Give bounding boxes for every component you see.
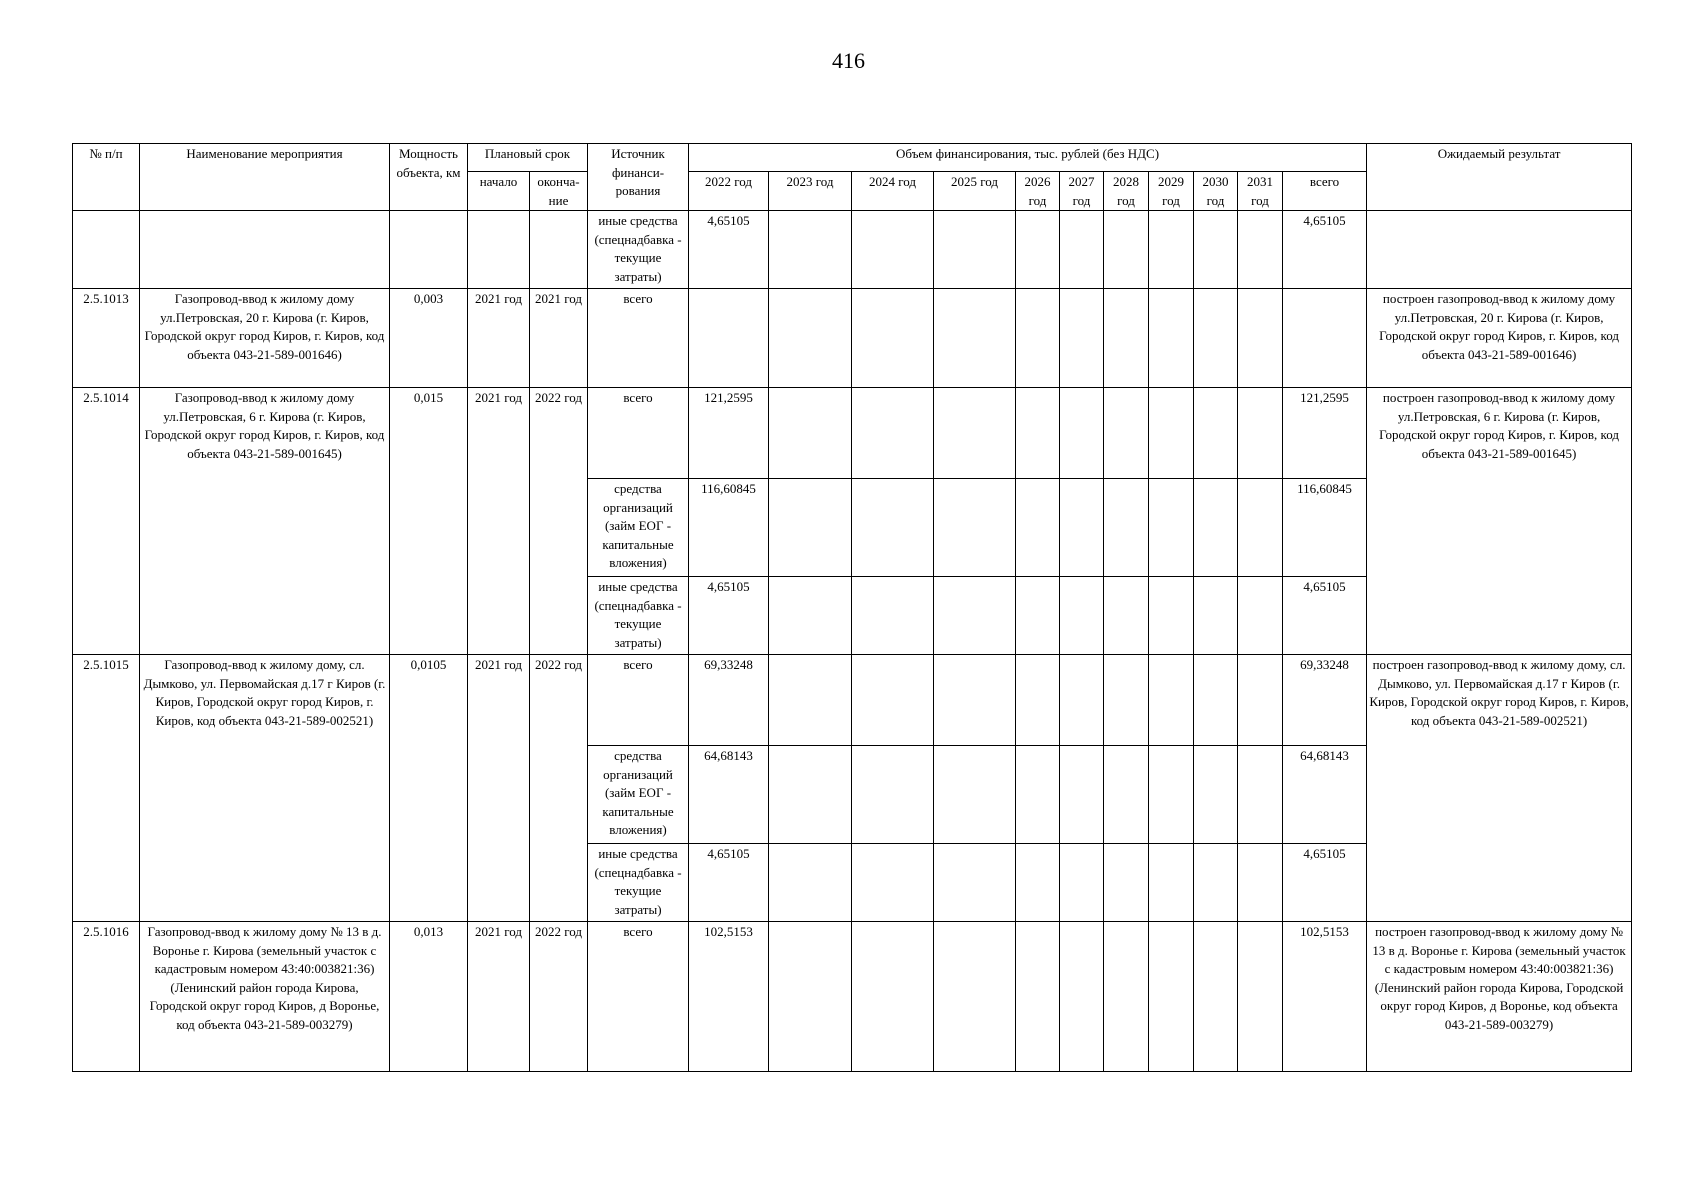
cell-2031 — [1238, 844, 1283, 922]
cell-result: построен газопровод-ввод к жилому дому ул.Петровская, 20 г. Кирова (г. Киров, Городской округ город Киров, г. Киров, код объекта 043-21-589-001646) — [1367, 289, 1632, 388]
cell-2025 — [934, 922, 1016, 1072]
cell-2027 — [1060, 577, 1104, 655]
header-funding: Объем финансирования, тыс. рублей (без НДС) — [689, 144, 1367, 172]
header-year-2024: 2024 год — [852, 172, 934, 211]
cell-2027 — [1060, 211, 1104, 289]
header-start: начало — [468, 172, 530, 211]
cell-2028 — [1104, 844, 1149, 922]
header-year-2027: 2027 год — [1060, 172, 1104, 211]
cell-capacity: 0,003 — [390, 289, 468, 388]
cell-result — [1367, 211, 1632, 289]
cell-source: иные средства (спецнадбавка - текущие затраты) — [588, 844, 689, 922]
cell-2029 — [1149, 479, 1194, 577]
header-year-2022: 2022 год — [689, 172, 769, 211]
cell-2025 — [934, 289, 1016, 388]
header-year-2028: 2028 год — [1104, 172, 1149, 211]
cell-num: 2.5.1015 — [73, 655, 140, 922]
header-end: оконча-ние — [530, 172, 588, 211]
cell-2025 — [934, 746, 1016, 844]
cell-2029 — [1149, 211, 1194, 289]
cell-result: построен газопровод-ввод к жилому дому № 13 в д. Воронье г. Кирова (земельный участок с кадастровым номером 43:40:003821:36) (Ленинский район города Кирова, Городской округ город Киров, д Воронье, код объекта 043-21-589-003279) — [1367, 922, 1632, 1072]
header-year-2026: 2026 год — [1016, 172, 1060, 211]
cell-2024 — [852, 922, 934, 1072]
header-year-2031: 2031 год — [1238, 172, 1283, 211]
cell-num — [73, 211, 140, 289]
cell-2022: 116,60845 — [689, 479, 769, 577]
cell-2022 — [689, 289, 769, 388]
cell-2025 — [934, 655, 1016, 746]
cell-2027 — [1060, 289, 1104, 388]
cell-end: 2021 год — [530, 289, 588, 388]
cell-2030 — [1194, 746, 1238, 844]
cell-2026 — [1016, 211, 1060, 289]
cell-2023 — [769, 844, 852, 922]
header-capacity: Мощность объекта, км — [390, 144, 468, 211]
funding-table — [72, 143, 1632, 1072]
header-year-2030: 2030 год — [1194, 172, 1238, 211]
cell-2024 — [852, 479, 934, 577]
cell-num: 2.5.1014 — [73, 388, 140, 655]
cell-source: всего — [588, 655, 689, 746]
cell-2030 — [1194, 388, 1238, 479]
cell-source: всего — [588, 388, 689, 479]
cell-2027 — [1060, 844, 1104, 922]
cell-2023 — [769, 211, 852, 289]
cell-2026 — [1016, 922, 1060, 1072]
header-plan-term: Плановый срок — [468, 144, 588, 172]
cell-2028 — [1104, 289, 1149, 388]
cell-2030 — [1194, 655, 1238, 746]
cell-2022: 4,65105 — [689, 211, 769, 289]
table-row — [73, 211, 1632, 289]
cell-2028 — [1104, 479, 1149, 577]
cell-total: 121,2595 — [1283, 388, 1367, 479]
cell-2027 — [1060, 655, 1104, 746]
cell-2023 — [769, 922, 852, 1072]
cell-2029 — [1149, 922, 1194, 1072]
cell-capacity: 0,015 — [390, 388, 468, 655]
cell-2030 — [1194, 577, 1238, 655]
cell-total: 4,65105 — [1283, 211, 1367, 289]
cell-2024 — [852, 655, 934, 746]
cell-start: 2021 год — [468, 655, 530, 922]
cell-name: Газопровод-ввод к жилому дому, сл. Дымково, ул. Первомайская д.17 г Киров (г. Киров, Городской округ город Киров, г. Киров, код объекта 043-21-589-002521) — [140, 655, 390, 922]
cell-2027 — [1060, 388, 1104, 479]
cell-2025 — [934, 577, 1016, 655]
cell-end: 2022 год — [530, 655, 588, 922]
cell-2025 — [934, 211, 1016, 289]
cell-2031 — [1238, 388, 1283, 479]
cell-start: 2021 год — [468, 922, 530, 1072]
cell-2031 — [1238, 577, 1283, 655]
cell-2031 — [1238, 746, 1283, 844]
cell-2027 — [1060, 479, 1104, 577]
cell-2030 — [1194, 289, 1238, 388]
cell-start: 2021 год — [468, 289, 530, 388]
cell-total: 69,33248 — [1283, 655, 1367, 746]
cell-source: иные средства (спецнадбавка - текущие затраты) — [588, 211, 689, 289]
cell-2022: 102,5153 — [689, 922, 769, 1072]
header-year-2025: 2025 год — [934, 172, 1016, 211]
header-result: Ожидаемый результат — [1367, 144, 1632, 211]
cell-2026 — [1016, 388, 1060, 479]
cell-2023 — [769, 479, 852, 577]
cell-source: средства организаций (займ ЕОГ - капитальные вложения) — [588, 479, 689, 577]
cell-2028 — [1104, 211, 1149, 289]
cell-2024 — [852, 211, 934, 289]
cell-2031 — [1238, 479, 1283, 577]
cell-2029 — [1149, 289, 1194, 388]
cell-2031 — [1238, 289, 1283, 388]
cell-2030 — [1194, 844, 1238, 922]
header-year-2029: 2029 год — [1149, 172, 1194, 211]
cell-result: построен газопровод-ввод к жилому дому, сл. Дымково, ул. Первомайская д.17 г Киров (г. Киров, Городской округ город Киров, г. Киров, код объекта 043-21-589-002521) — [1367, 655, 1632, 922]
table-row — [73, 289, 1632, 388]
cell-2026 — [1016, 746, 1060, 844]
cell-2022: 69,33248 — [689, 655, 769, 746]
table-row — [73, 922, 1632, 1072]
cell-name: Газопровод-ввод к жилому дому № 13 в д. Воронье г. Кирова (земельный участок с кадастровым номером 43:40:003821:36) (Ленинский район города Кирова, Городской округ город Киров, д Воронье, код объекта 043-21-589-003279) — [140, 922, 390, 1072]
cell-2028 — [1104, 655, 1149, 746]
cell-2030 — [1194, 922, 1238, 1072]
cell-2024 — [852, 388, 934, 479]
cell-2022: 4,65105 — [689, 844, 769, 922]
cell-2026 — [1016, 289, 1060, 388]
cell-2029 — [1149, 655, 1194, 746]
header-source: Источник финанси-рования — [588, 144, 689, 211]
header-year-2023: 2023 год — [769, 172, 852, 211]
cell-total: 4,65105 — [1283, 844, 1367, 922]
cell-2028 — [1104, 746, 1149, 844]
cell-total: 4,65105 — [1283, 577, 1367, 655]
cell-2031 — [1238, 655, 1283, 746]
cell-2023 — [769, 388, 852, 479]
cell-end — [530, 211, 588, 289]
cell-2030 — [1194, 211, 1238, 289]
table-row — [73, 655, 1632, 746]
cell-2026 — [1016, 844, 1060, 922]
cell-2029 — [1149, 844, 1194, 922]
cell-start: 2021 год — [468, 388, 530, 655]
cell-2028 — [1104, 922, 1149, 1072]
cell-total: 116,60845 — [1283, 479, 1367, 577]
cell-num: 2.5.1016 — [73, 922, 140, 1072]
cell-2027 — [1060, 922, 1104, 1072]
cell-2029 — [1149, 388, 1194, 479]
cell-2027 — [1060, 746, 1104, 844]
header-name: Наименование мероприятия — [140, 144, 390, 211]
cell-2026 — [1016, 655, 1060, 746]
cell-2025 — [934, 388, 1016, 479]
cell-capacity: 0,013 — [390, 922, 468, 1072]
cell-2029 — [1149, 746, 1194, 844]
cell-2030 — [1194, 479, 1238, 577]
cell-capacity — [390, 211, 468, 289]
cell-start — [468, 211, 530, 289]
cell-2031 — [1238, 211, 1283, 289]
cell-source: всего — [588, 922, 689, 1072]
cell-num: 2.5.1013 — [73, 289, 140, 388]
cell-2023 — [769, 655, 852, 746]
cell-2023 — [769, 577, 852, 655]
cell-2024 — [852, 844, 934, 922]
cell-2026 — [1016, 479, 1060, 577]
cell-end: 2022 год — [530, 388, 588, 655]
cell-end: 2022 год — [530, 922, 588, 1072]
cell-result: построен газопровод-ввод к жилому дому ул.Петровская, 6 г. Кирова (г. Киров, Городской округ город Киров, г. Киров, код объекта 043-21-589-001645) — [1367, 388, 1632, 655]
cell-2022: 4,65105 — [689, 577, 769, 655]
cell-2022: 64,68143 — [689, 746, 769, 844]
cell-2031 — [1238, 922, 1283, 1072]
cell-2025 — [934, 479, 1016, 577]
cell-source: иные средства (спецнадбавка - текущие затраты) — [588, 577, 689, 655]
cell-2023 — [769, 746, 852, 844]
cell-source: всего — [588, 289, 689, 388]
page-number: 416 — [832, 48, 865, 73]
cell-2023 — [769, 289, 852, 388]
cell-capacity: 0,0105 — [390, 655, 468, 922]
cell-2024 — [852, 577, 934, 655]
cell-source: средства организаций (займ ЕОГ - капитальные вложения) — [588, 746, 689, 844]
cell-2028 — [1104, 388, 1149, 479]
cell-2028 — [1104, 577, 1149, 655]
header-num: № п/п — [73, 144, 140, 211]
table-row — [73, 388, 1632, 479]
cell-2024 — [852, 746, 934, 844]
cell-2029 — [1149, 577, 1194, 655]
cell-2022: 121,2595 — [689, 388, 769, 479]
cell-total: 64,68143 — [1283, 746, 1367, 844]
cell-2024 — [852, 289, 934, 388]
header-total: всего — [1283, 172, 1367, 211]
cell-total — [1283, 289, 1367, 388]
cell-2025 — [934, 844, 1016, 922]
cell-2026 — [1016, 577, 1060, 655]
cell-total: 102,5153 — [1283, 922, 1367, 1072]
cell-name: Газопровод-ввод к жилому дому ул.Петровская, 20 г. Кирова (г. Киров, Городской округ город Киров, г. Киров, код объекта 043-21-589-001646) — [140, 289, 390, 388]
cell-name: Газопровод-ввод к жилому дому ул.Петровская, 6 г. Кирова (г. Киров, Городской округ город Киров, г. Киров, код объекта 043-21-589-001645) — [140, 388, 390, 655]
cell-name — [140, 211, 390, 289]
